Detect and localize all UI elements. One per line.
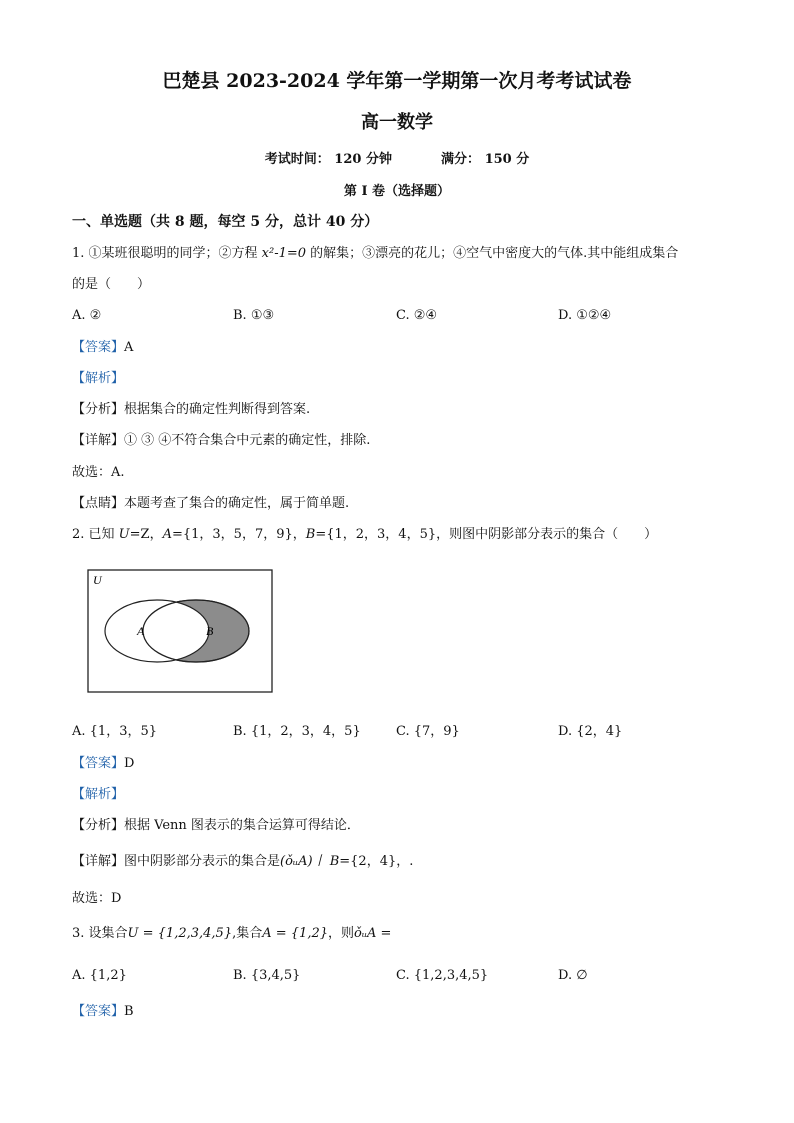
venn-diagram <box>87 569 273 693</box>
q2-conclusion: 故选：D <box>72 891 122 906</box>
q2-stem <box>72 526 657 544</box>
q2-var-b: B <box>305 527 316 542</box>
q2-analysis-tag: 【解析】 <box>72 787 125 802</box>
q1-stem-part: 1. ①某班很聪明的同学；②方程 <box>72 246 262 261</box>
q1-option-c: C. ②④ <box>396 308 438 323</box>
q3-stem-part: 3. 设集合 <box>72 926 128 941</box>
q3-stem-part: ,集合 <box>232 926 263 941</box>
exam-title: 巴楚县 2023-2024 学年第一学期第一次月考考试试卷 <box>162 70 632 92</box>
q2-var-u: U <box>118 527 130 542</box>
q1-answer <box>72 339 133 357</box>
q2-answer <box>72 755 134 773</box>
comment-tag: 【点睛】 <box>72 496 125 511</box>
time-value: 120 分钟 <box>334 152 392 167</box>
fenxi-tag: 【分析】 <box>72 818 125 833</box>
q1-fenxi <box>72 401 310 419</box>
q3-option-c: C. {1,2,3,4,5} <box>396 968 489 983</box>
answer-value: A <box>124 340 134 355</box>
q1-option-b: B. ①③ <box>233 308 275 323</box>
q1-stem-line2: 的是（ ） <box>72 277 151 292</box>
q1-detail <box>72 432 370 450</box>
q1-equation: x²-1=0 <box>261 246 307 261</box>
q3-option-b: B. {3,4,5} <box>233 968 301 983</box>
fenxi-text: 根据 Venn 图表示的集合运算可得结论． <box>124 818 360 833</box>
q2-stem-part: ={1，2，3，4，5}，则图中阴影部分表示的集合（ ） <box>315 527 658 542</box>
answer-tag: 【答案】 <box>72 1004 125 1019</box>
q3-answer <box>72 1003 134 1021</box>
q2-stem-part: ={1，3，5，7，9}， <box>171 527 306 542</box>
answer-tag: 【答案】 <box>72 756 125 771</box>
comment-text: 本题考查了集合的确定性，属于简单题. <box>124 496 350 511</box>
q1-conclusion: 故选：A. <box>72 465 125 480</box>
score-value: 150 分 <box>484 152 530 167</box>
venn-label-u: U <box>93 573 102 587</box>
exam-subject: 高一数学 <box>361 112 433 133</box>
detail-tag: 【详解】 <box>72 433 125 448</box>
answer-tag: 【答案】 <box>72 340 125 355</box>
q1-stem-part: 的解集；③漂亮的花儿；④空气中密度大的气体.其中能组成集合 <box>306 246 679 261</box>
time-label: 考试时间： <box>264 152 330 167</box>
q3-stem-part: ，则 <box>328 926 355 941</box>
detail-tag: 【详解】 <box>72 854 125 869</box>
fenxi-text: 根据集合的确定性判断得到答案. <box>124 402 311 417</box>
q3-set-a: A = {1,2} <box>262 926 328 941</box>
q1-option-a: A. ② <box>72 308 102 323</box>
q3-stem <box>72 925 391 943</box>
q2-option-d: D. {2，4} <box>558 724 623 739</box>
q1-stem-line1 <box>72 245 678 263</box>
exam-info <box>0 151 794 169</box>
detail-text: ① ③ ④不符合集合中元素的确定性，排除. <box>124 433 371 448</box>
q2-option-b: B. {1，2，3，4，5} <box>233 724 361 739</box>
detail-text: 图中阴影部分表示的集合是 <box>124 854 281 869</box>
answer-value: B <box>124 1004 134 1019</box>
q2-option-c: C. {7，9} <box>396 724 460 739</box>
venn-label-b: B <box>206 624 214 638</box>
venn-label-a: A <box>137 624 145 638</box>
q3-complement: ǒᵤA = <box>354 926 392 941</box>
score-label: 满分： <box>441 152 481 167</box>
fenxi-tag: 【分析】 <box>72 402 125 417</box>
q2-var-a: A <box>162 527 172 542</box>
detail-formula: (ǒᵤA)丨 B <box>280 854 340 869</box>
q2-option-a: A. {1，3，5} <box>72 724 158 739</box>
q3-option-d: D. ∅ <box>558 968 588 983</box>
q2-stem-part: =Z， <box>129 527 163 542</box>
q2-fenxi <box>72 817 360 835</box>
q2-stem-part: 2. 已知 <box>72 527 119 542</box>
q1-comment <box>72 495 349 513</box>
q2-detail <box>72 853 413 871</box>
answer-value: D <box>124 756 135 771</box>
detail-result: ={2，4}，. <box>339 854 414 869</box>
q3-option-a: A. {1,2} <box>72 968 127 983</box>
part-heading: 第 I 卷（选择题） <box>343 184 451 199</box>
q1-analysis-tag: 【解析】 <box>72 371 125 386</box>
q1-option-d: D. ①②④ <box>558 308 612 323</box>
section-heading: 一、单选题（共 8 题，每空 5 分，总计 40 分） <box>72 214 379 230</box>
q3-set-u: U = {1,2,3,4,5} <box>127 926 233 941</box>
